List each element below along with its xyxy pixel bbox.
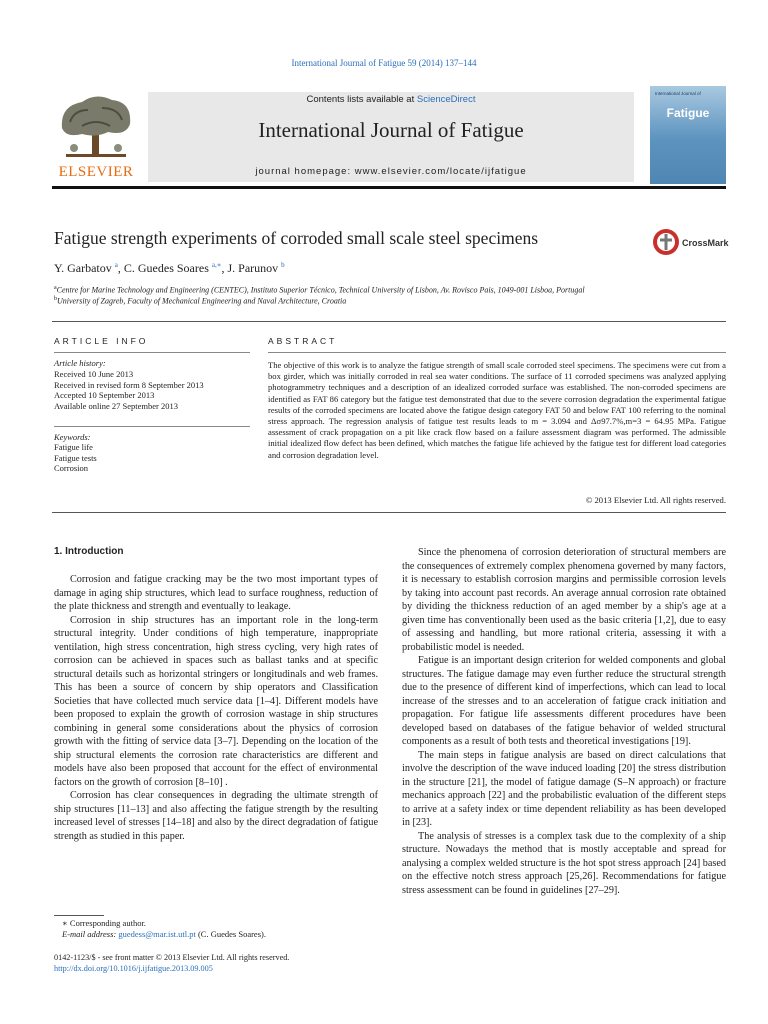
author-affil-marker[interactable]: a,∗ — [211, 261, 222, 269]
issn-line: 0142-1123/$ - see front matter © 2013 Elsevier Ltd. All rights reserved. — [54, 953, 290, 962]
info-rule — [54, 426, 250, 427]
email-link[interactable]: guedess@mar.ist.utl.pt — [118, 929, 196, 939]
journal-title: International Journal of Fatigue — [258, 118, 524, 142]
body-paragraph: Fatigue is an important design criterion for welded components and global structures. The fatigue damage may even further reduce the structural strength due to the presence of different kind of imperfections, which can lead to local increase of the stresses and to an acceleration of fatigue crack initiation and propagation. For fatigue life assessments different procedures have been developed based on databases of the fatigue behavior of welded structural components as a result of both tests and theoretical investigations [19]. — [402, 655, 726, 747]
crossmark-label[interactable]: CrossMark — [682, 238, 729, 248]
history-entry: Accepted 10 September 2013 — [54, 390, 155, 401]
body-column-left — [54, 573, 378, 843]
journal-citation[interactable]: International Journal of Fatigue 59 (2014) 137–144 — [291, 58, 477, 68]
affiliation: $^b$University of Zagreb, Faculty of Mechanical Engineering and Naval Architecture, Croatia — [54, 296, 347, 306]
publisher-name: ELSEVIER — [58, 164, 134, 180]
cover-journal-label: International Journal of — [655, 91, 701, 96]
contents-line: Contents lists available at ScienceDirect — [306, 94, 476, 105]
info-rule — [54, 352, 250, 353]
body-paragraph: Corrosion in ship structures has an important role in the long-term structural integrity. Under conditions of high temperature, inappropriate ventilation, high stress concentration, high stress cycling, very high rates of corrosion can be achieved in spaces such as ballast tanks and at specific structural details such as horizontal stringers or longitudinals and web frames. This has been a source of concern by ship operators and Classification Societies that have collected much service data [1–4]. Different models have been proposed to explain the growth of corrosion wastage in ship structures combining in general some considerations about the physics of corrosion growth with the fitting of service data [3–7]. Depending on the location of the ship structural elements the corrosion rate characteristics are different and models have also been proposed that account for the effect of environmental factors on the growth of corrosion [8–10] . — [54, 614, 378, 788]
author-name[interactable]: C. Guedes Soares — [123, 261, 209, 275]
history-entry: Received 10 June 2013 — [54, 369, 134, 379]
footnote-rule — [54, 915, 104, 916]
page-footer — [54, 952, 289, 974]
body-column-right — [402, 546, 726, 897]
author-affil-marker[interactable]: b — [281, 261, 285, 269]
abstract-heading: ABSTRACT — [268, 336, 338, 346]
crossmark-icon[interactable] — [652, 228, 680, 261]
body-paragraph: The main steps in fatigue analysis are based on direct calculations that involve the description of the wave induced loading [20] the stress distribution in the structure [21], the model of fatigue damage (S–N approach) or fracture mechanics approach [22] and the probabilistic evaluation of the different steps to arrive at a safety index or time dependent reliability as has been developed in [23]. — [402, 749, 726, 828]
cover-title: Fatigue — [666, 106, 710, 120]
keyword: Corrosion — [54, 463, 88, 474]
header-rule — [52, 186, 726, 189]
article-info-heading: ARTICLE INFO — [54, 336, 149, 346]
keywords-label: Keywords: — [54, 432, 91, 442]
author-affil-marker[interactable]: a — [114, 261, 118, 269]
history-entry: Available online 27 September 2013 — [54, 400, 179, 411]
section-rule — [52, 321, 726, 322]
abstract-text: The objective of this work is to analyze the fatigue strength of small scale corroded steel specimens. The specimens were cut from a box girder, which was initially corroded in real sea water conditions. The surface of 11 corroded specimens was analyzed applying photogrammetry techniques and a description of an idealized corroded surface was established. The non-corroded specimens are identified as FAT 86 category but the fatigue test demonstrated that due to the severe corrosion degradation the experimental fatigue results of the corroded specimens are located above the fatigue design category FAT 50 and below FAT 100 referring to the nominal stress approach. The regression analysis of fatigue test results leads to m = 3.094 and Δσ97.7%,m=3 = 64.95 MPa. Fatigue assessment of crack propagation on a pit like crack flow based on a failure assessment diagram was performed. The admissible initial idealized flow defect has been defined, which matches the fatigue life achieved by the fatigue test for different load categories and corrosion degradation level. — [268, 360, 726, 460]
doi-link[interactable]: http://dx.doi.org/10.1016/j.ijfatigue.2013.09.005 — [54, 964, 213, 973]
journal-cover — [650, 86, 726, 184]
footnote: ∗ Corresponding author. E-mail address: guedess@mar.ist.utl.pt (C. Guedes Soares). — [62, 918, 266, 939]
abstract-rule — [268, 352, 726, 353]
author-list: Y. Garbatov $^a$, C. Guedes Soares $^{a,∗}$, J. Parunov $^b$ — [54, 261, 285, 275]
body-paragraph: Corrosion and fatigue cracking may be the two most important types of damage in aging ship structures, which lead to surface roughness, reduction of the plate thickness and strength and eventually to leakage. — [54, 574, 378, 612]
sciencedirect-link[interactable]: ScienceDirect — [416, 94, 476, 105]
keyword: Fatigue tests — [54, 452, 97, 463]
homepage-link[interactable]: www.elsevier.com/locate/ijfatigue — [354, 166, 527, 177]
section-heading: 1. Introduction — [54, 546, 124, 557]
body-paragraph: The analysis of stresses is a complex task due to the complexity of a ship structure. Nowadays the method that is mostly acceptable and spread for analysing a complex welded structure is the hot spot stress approach [24] based on the effective notch stress approach [25,26]. Recommendations for fatigue stress assessment can be found in guidelines [27–29]. — [402, 830, 726, 896]
body-paragraph: Corrosion has clear consequences in degrading the ultimate strength of ship structures [11–13] and also affecting the fatigue strength by the resulting increased level of stresses [14–18] and also by the direct degradation of fatigue strength as studied in this paper. — [54, 790, 378, 842]
journal-homepage: journal homepage: www.elsevier.com/locate/ijfatigue — [255, 166, 527, 177]
keyword-list — [54, 442, 97, 474]
keyword: Fatigue life — [54, 442, 93, 452]
author-name[interactable]: Y. Garbatov — [54, 261, 112, 275]
history-entry: Received in revised form 8 September 2013 — [54, 379, 204, 390]
affiliation: $^a$Centre for Marine Technology and Engineering (CENTEC), Instituto Superior Técnico, Technical University of Lisbon, Av. Rovisco Pais, 1049-001 Lisboa, Portugal — [54, 285, 585, 295]
article-history — [54, 369, 204, 411]
section-rule — [52, 512, 726, 513]
paper-title: Fatigue strength experiments of corroded small scale steel specimens — [54, 228, 539, 248]
history-label: Article history: — [54, 358, 106, 368]
copyright-notice: © 2013 Elsevier Ltd. All rights reserved. — [585, 495, 726, 505]
author-name[interactable]: J. Parunov — [227, 261, 279, 275]
body-paragraph: Since the phenomena of corrosion deterioration of structural members are the consequences of extremely complex phenomena governed by many factors, it is necessary to establish corrosion margins and permissible corrosion levels by taking into account past records. An average annual corrosion rate obtained by dividing the thickness reduction of an aged member by a ship's age at a given time has conventionally been used as the basic criteria [1,2], due to easy of assessing and handling, but more rational criteria, assessing it with a probabilistic model is needed. — [402, 547, 726, 653]
